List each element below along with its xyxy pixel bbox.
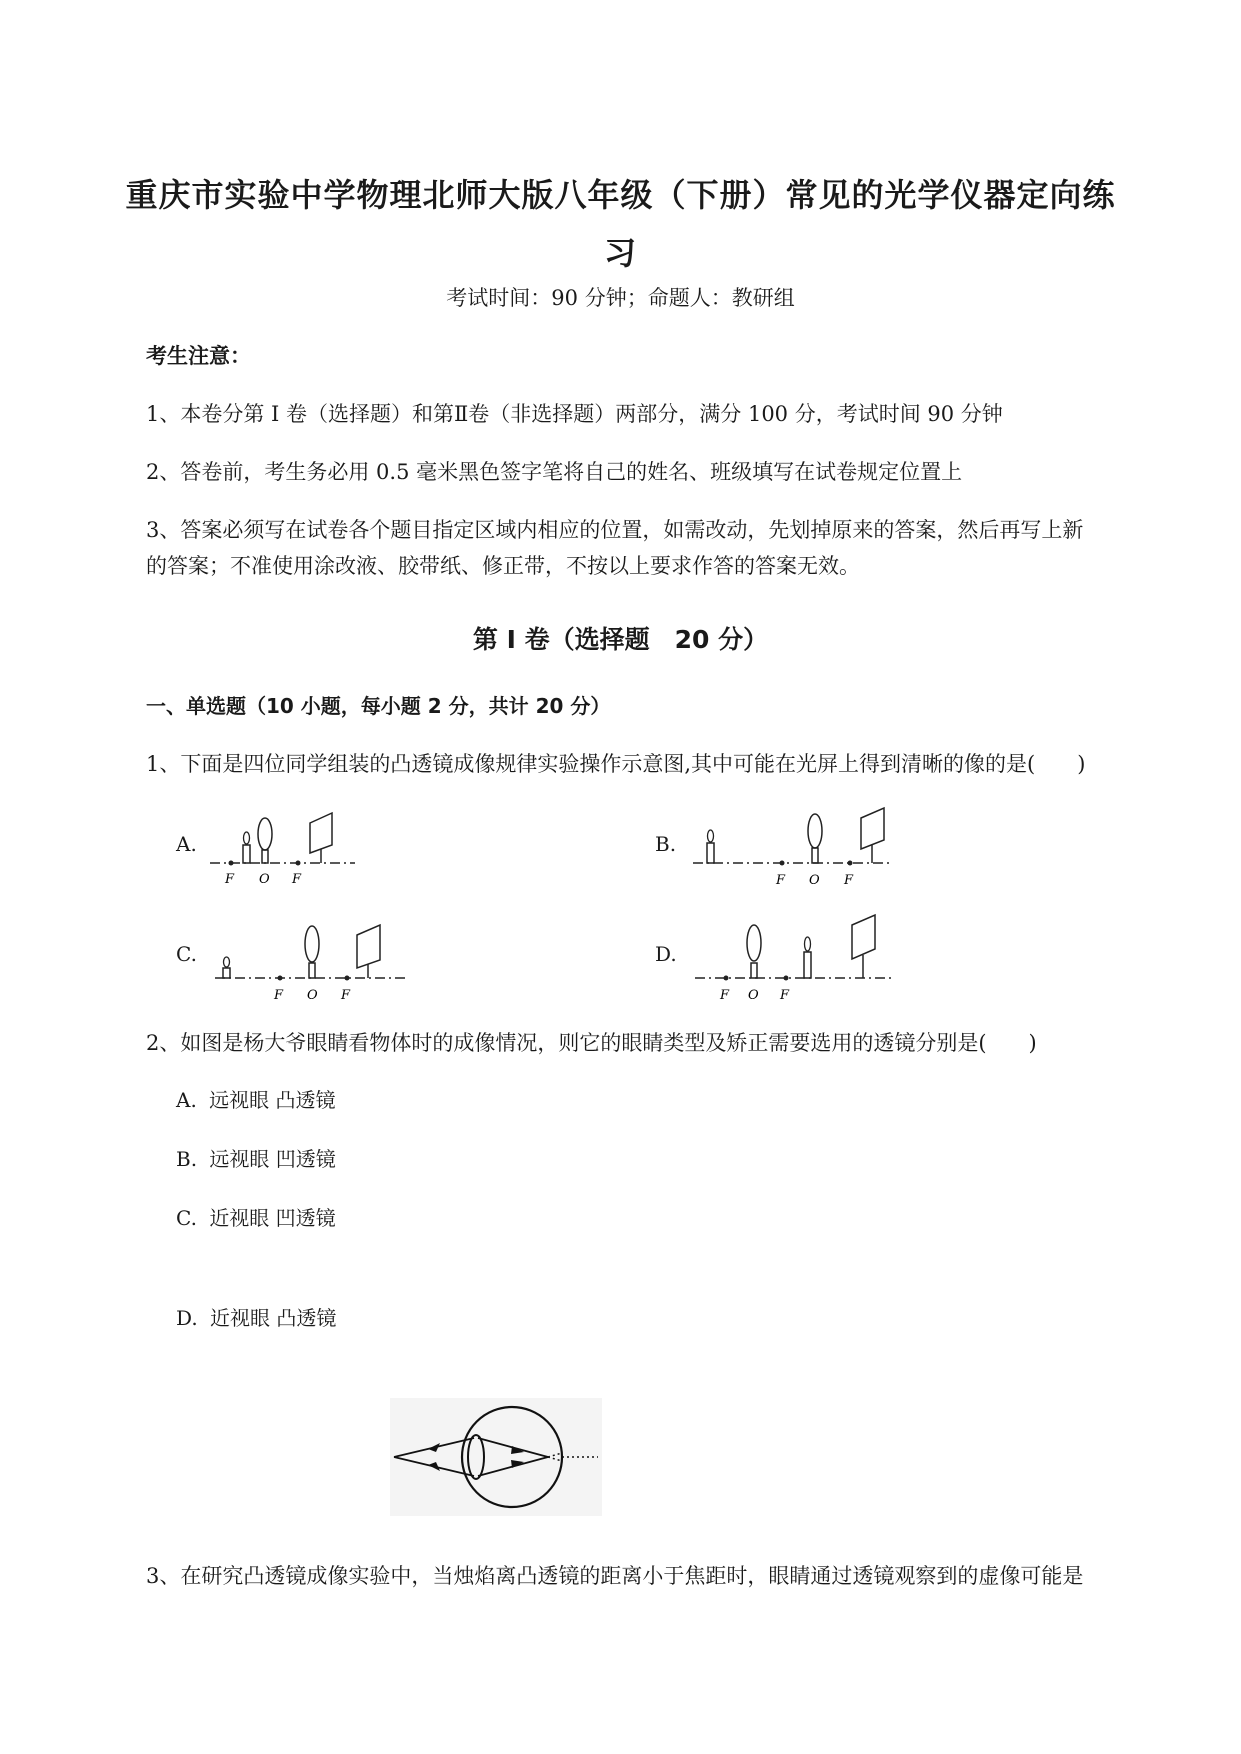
screen [310,813,332,853]
page-title-line-1: 重庆市实验中学物理北师大版八年级（下册）常见的光学仪器定向练 [125,176,1116,214]
optical-center-label: O [307,988,318,1003]
section-title: 第 I 卷（选择题 20 分） [472,625,769,654]
optical-center-label: O [259,872,270,885]
q1-option-d-label: D. [655,942,677,966]
q2-option-c [176,1202,336,1231]
q1-option-b-label: B. [655,832,677,856]
focal-label: F [274,988,284,1003]
question-2-stem: 2、如图是杨大爷眼睛看物体时的成像情况，则它的眼睛类型及矫正需要选用的透镜分别是( ) [146,1031,1037,1055]
focal-label: F [780,988,790,1003]
option-label: D. [176,1306,198,1330]
q1-option-c-label: C. [176,942,197,966]
q2-option-a [176,1084,336,1113]
q2-option-b [176,1143,336,1172]
option-text: 远视眼 凸透镜 [209,1088,336,1112]
option-text: 远视眼 凹透镜 [209,1147,336,1171]
q1-diagram-a [205,805,365,885]
q2-eye-diagram [390,1398,602,1516]
q1-diagram-c [210,910,410,1005]
exam-info: 考试时间：90 分钟；命题人：教研组 [446,286,795,310]
notice-heading: 考生注意： [146,344,251,368]
option-label: A. [176,1088,197,1112]
q1-option-a-label: A. [176,832,197,856]
part-title: 一、单选题（10 小题，每小题 2 分，共计 20 分） [146,694,611,718]
focal-label: F [720,988,730,1003]
notice-item-1: 1、本卷分第 I 卷（选择题）和第Ⅱ卷（非选择题）两部分，满分 100 分，考试时间 90 分钟 [146,402,1003,426]
option-label: C. [176,1206,197,1230]
optical-center-label: O [809,873,820,888]
option-text: 近视眼 凹透镜 [209,1206,336,1230]
option-text: 近视眼 凸透镜 [210,1306,337,1330]
optical-center-label: O [748,988,759,1003]
candle [243,845,250,863]
page-title-line-2: 习 [603,234,637,272]
notice-item-3-cont: 的答案；不准使用涂改液、胶带纸、修正带，不按以上要求作答的答案无效。 [146,554,860,578]
focal-label: F [341,988,351,1003]
q1-diagram-b [688,800,898,890]
question-1-stem: 1、下面是四位同学组装的凸透镜成像规律实验操作示意图,其中可能在光屏上得到清晰的像的是( ) [146,752,1086,776]
question-3-stem: 3、在研究凸透镜成像实验中，当烛焰离凸透镜的距离小于焦距时，眼睛通过透镜观察到的虚像可能是 [146,1564,1084,1588]
notice-item-3: 3、答案必须写在试卷各个题目指定区域内相应的位置，如需改动，先划掉原来的答案，然后再写上新 [146,518,1084,542]
option-label: B. [176,1147,198,1171]
q1-diagram-d [690,905,900,1005]
focal-label: F [844,873,854,888]
focal-label: F [776,873,786,888]
flame [244,832,250,844]
q2-option-d [176,1302,336,1331]
focal-label: F [292,872,302,885]
focal-label: F [225,872,235,885]
notice-item-2: 2、答卷前，考生务必用 0.5 毫米黑色签字笔将自己的姓名、班级填写在试卷规定位置上 [146,460,963,484]
lens [258,818,272,850]
